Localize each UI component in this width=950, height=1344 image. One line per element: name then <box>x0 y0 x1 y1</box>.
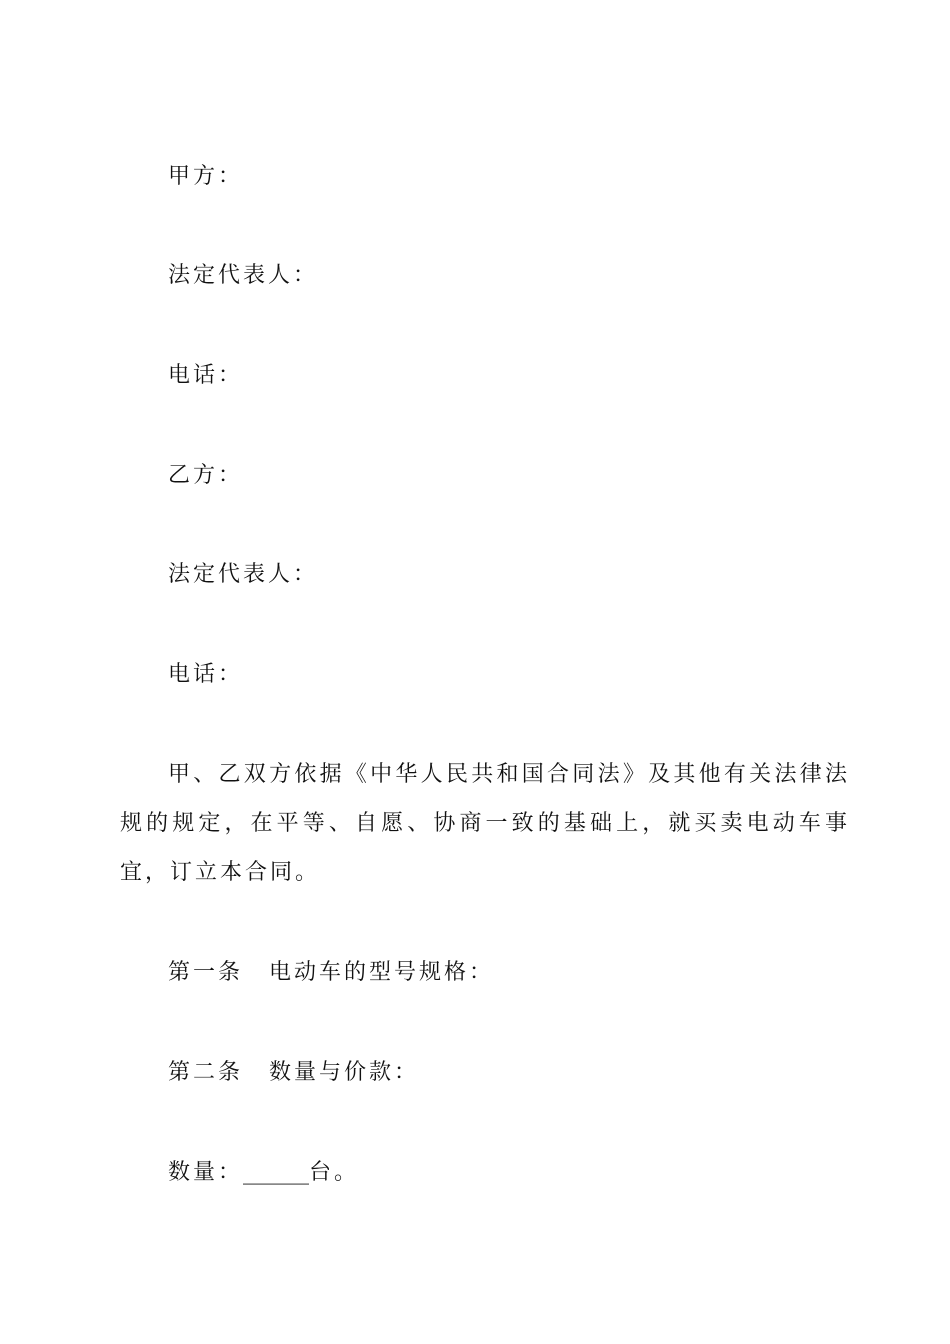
party-a-representative-label: 法定代表人： <box>168 263 319 288</box>
party-b-representative-label: 法定代表人： <box>168 562 319 587</box>
quantity-blank: ______ <box>243 1160 310 1185</box>
quantity-unit: 台。 <box>309 1160 360 1185</box>
quantity-label: 数量： <box>168 1160 244 1185</box>
quantity-line <box>168 1158 359 1188</box>
preamble-paragraph: 甲、乙双方依据《中华人民共和国合同法》及其他有关法律法规的规定，在平等、自愿、协商一致的基础上，就买卖电动车事宜，订立本合同。 <box>120 762 850 885</box>
article-2-heading <box>168 1058 419 1088</box>
party-b-label: 乙方： <box>168 463 244 488</box>
article-1-heading <box>168 958 494 988</box>
article-2-number: 第二条 <box>168 1060 244 1085</box>
party-a-phone-label: 电话： <box>168 363 244 388</box>
article-2-title: 数量与价款： <box>269 1060 420 1085</box>
article-1-title: 电动车的型号规格： <box>269 960 495 985</box>
article-1-number: 第一条 <box>168 960 244 985</box>
party-b-phone-label: 电话： <box>168 662 244 687</box>
party-a-label: 甲方： <box>168 164 244 189</box>
